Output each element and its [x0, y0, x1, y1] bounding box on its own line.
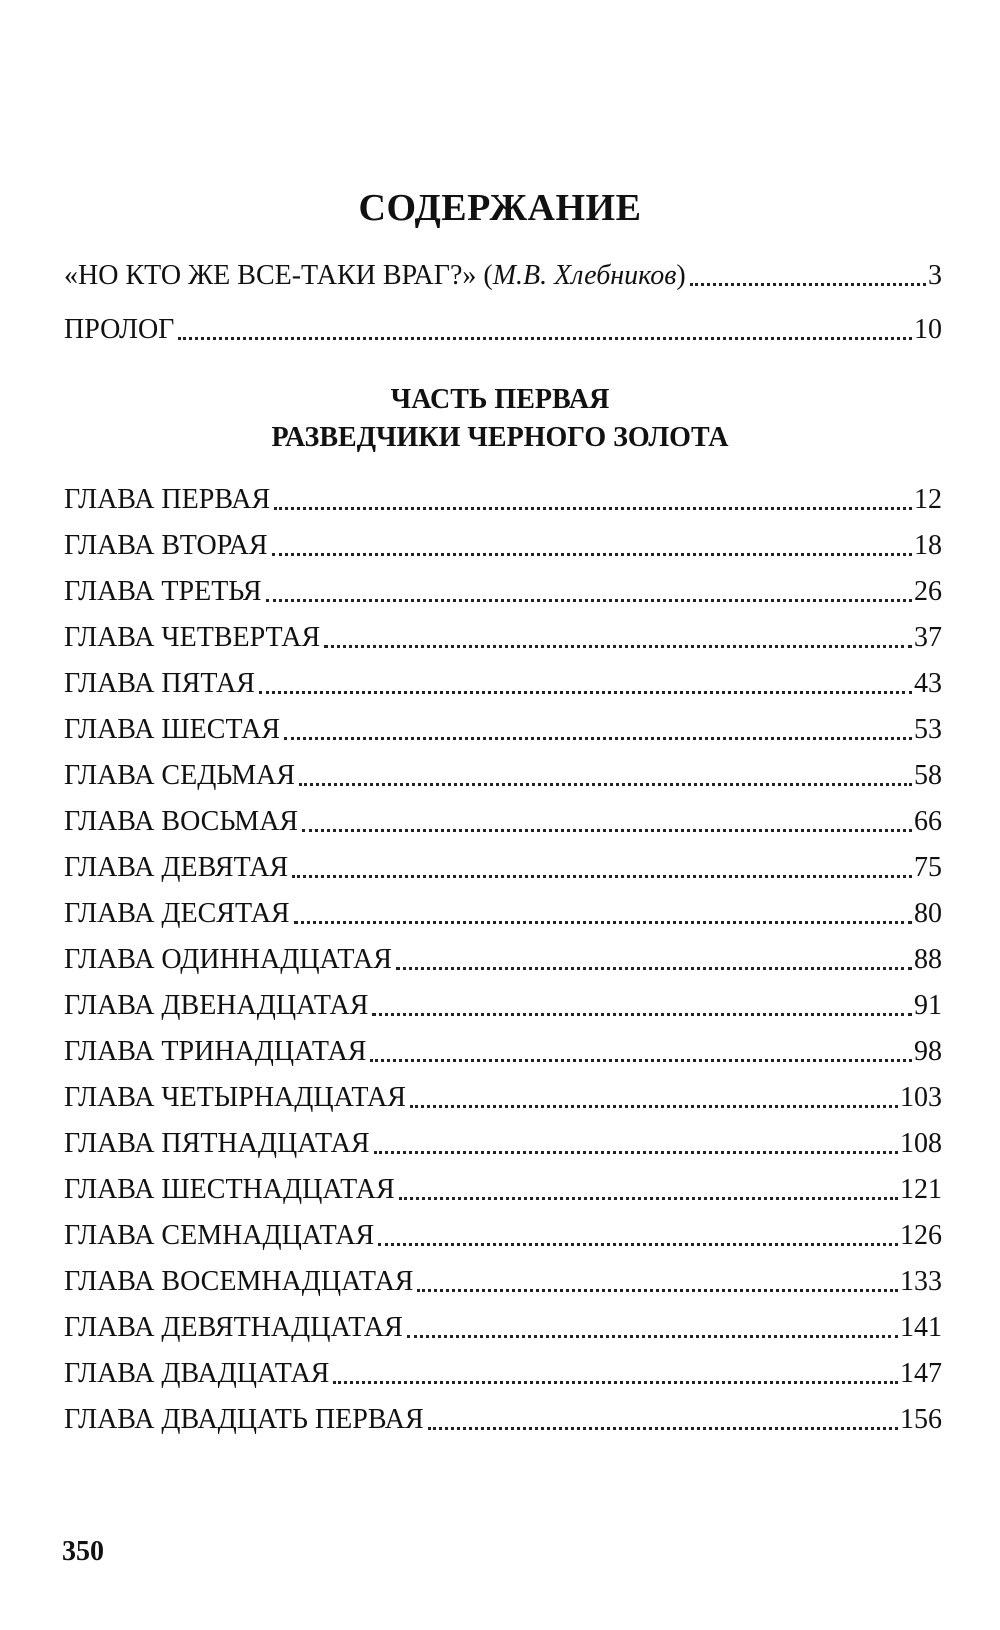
- dot-leader: [407, 1335, 898, 1338]
- toc-entry-page: 75: [914, 852, 942, 883]
- dot-leader: [302, 829, 912, 832]
- toc-entry-chapter[interactable]: [64, 1262, 942, 1302]
- toc-entry-page: 10: [914, 314, 942, 345]
- toc-entry-label: ГЛАВА ВОСЬМАЯ: [64, 806, 299, 837]
- dot-leader: [284, 737, 912, 740]
- toc-entry-label: ГЛАВА СЕМНАДЦАТАЯ: [64, 1220, 375, 1251]
- page-title: СОДЕРЖАНИЕ: [358, 187, 642, 229]
- toc-entry-chapter[interactable]: [64, 1216, 942, 1256]
- toc-entry-chapter[interactable]: [64, 664, 942, 704]
- toc-entry-page: 58: [914, 760, 942, 791]
- toc-entry-page: 141: [900, 1312, 942, 1343]
- dot-leader: [399, 1197, 898, 1200]
- toc-entry-foreword[interactable]: [64, 256, 942, 296]
- dot-leader: [274, 507, 912, 510]
- dot-leader: [294, 921, 912, 924]
- toc-entry-label: «НО КТО ЖЕ ВСЕ-ТАКИ ВРАГ?» (М.В. Хлебников): [64, 260, 686, 291]
- toc-entry-label: ГЛАВА ЧЕТВЕРТАЯ: [64, 622, 321, 653]
- toc-entry-page: 12: [914, 484, 942, 515]
- toc-entry-page: 103: [900, 1082, 942, 1113]
- toc-entry-chapter[interactable]: [64, 710, 942, 750]
- dot-leader: [372, 1013, 912, 1016]
- dot-leader: [178, 337, 912, 340]
- toc-entry-label: ГЛАВА ДЕВЯТАЯ: [64, 852, 289, 883]
- dot-leader: [266, 599, 912, 602]
- toc-entry-page: 156: [900, 1404, 942, 1435]
- toc-entry-label: ГЛАВА ДВАДЦАТЬ ПЕРВАЯ: [64, 1404, 424, 1435]
- toc-entry-page: 108: [900, 1128, 942, 1159]
- toc-entry-chapter[interactable]: [64, 1400, 942, 1440]
- toc-entry-chapter[interactable]: [64, 1124, 942, 1164]
- dot-leader: [690, 283, 926, 286]
- dot-leader: [333, 1381, 898, 1384]
- dot-leader: [370, 1059, 912, 1062]
- toc-entry-chapter[interactable]: [64, 894, 942, 934]
- toc-entry-label: ГЛАВА СЕДЬМАЯ: [64, 760, 296, 791]
- toc-entry-chapter[interactable]: [64, 526, 942, 566]
- toc-entry-label: ГЛАВА ОДИННАДЦАТАЯ: [64, 944, 392, 975]
- toc-entry-chapter[interactable]: [64, 802, 942, 842]
- toc-entry-chapter[interactable]: [64, 618, 942, 658]
- toc-entry-author: М.В. Хлебников: [492, 260, 677, 291]
- dot-leader: [410, 1105, 898, 1108]
- part-heading-title: РАЗВЕДЧИКИ ЧЕРНОГО ЗОЛОТА: [271, 422, 729, 453]
- toc-entry-chapter[interactable]: [64, 1078, 942, 1118]
- toc-entry-page: 43: [914, 668, 942, 699]
- toc-entry-label: ГЛАВА ТРИНАДЦАТАЯ: [64, 1036, 367, 1067]
- dot-leader: [259, 691, 912, 694]
- toc-entry-chapter[interactable]: [64, 572, 942, 612]
- toc-entry-chapter[interactable]: [64, 1170, 942, 1210]
- toc-entry-label: ПРОЛОГ: [64, 314, 175, 345]
- toc-entry-chapter[interactable]: [64, 1308, 942, 1348]
- toc-entry-label: ГЛАВА ЧЕТЫРНАДЦАТАЯ: [64, 1082, 406, 1113]
- toc-entry-label: ГЛАВА ТРЕТЬЯ: [64, 576, 262, 607]
- toc-entry-label: ГЛАВА ПЕРВАЯ: [64, 484, 271, 515]
- toc-entry-label: ГЛАВА ДВЕНАДЦАТАЯ: [64, 990, 369, 1021]
- toc-entry-page: 18: [914, 530, 942, 561]
- toc-entry-page: 147: [900, 1358, 942, 1389]
- toc-entry-chapter[interactable]: [64, 848, 942, 888]
- toc-entry-label: ГЛАВА ПЯТАЯ: [64, 668, 255, 699]
- toc-entry-page: 66: [914, 806, 942, 837]
- toc-entry-page: 80: [914, 898, 942, 929]
- toc-entry-label: ГЛАВА ВТОРАЯ: [64, 530, 268, 561]
- toc-entry-page: 121: [900, 1174, 942, 1205]
- toc-entry-chapter[interactable]: [64, 986, 942, 1026]
- toc-entry-prologue[interactable]: [64, 310, 942, 350]
- toc-entry-chapter[interactable]: [64, 1354, 942, 1394]
- dot-leader: [324, 645, 912, 648]
- dot-leader: [417, 1289, 898, 1292]
- toc-entry-page: 91: [914, 990, 942, 1021]
- dot-leader: [292, 875, 912, 878]
- dot-leader: [378, 1243, 898, 1246]
- toc-entry-label: ГЛАВА ПЯТНАДЦАТАЯ: [64, 1128, 370, 1159]
- toc-entry-chapter[interactable]: [64, 756, 942, 796]
- toc-entry-chapter[interactable]: [64, 1032, 942, 1072]
- toc-entry-page: 98: [914, 1036, 942, 1067]
- dot-leader: [272, 553, 912, 556]
- toc-entry-page: 37: [914, 622, 942, 653]
- toc-entry-chapter[interactable]: [64, 480, 942, 520]
- toc-entry-page: 26: [914, 576, 942, 607]
- toc-entry-label: ГЛАВА ДЕВЯТНАДЦАТАЯ: [64, 1312, 403, 1343]
- toc-entry-label: ГЛАВА ДВАДЦАТАЯ: [64, 1358, 330, 1389]
- toc-entry-chapter[interactable]: [64, 940, 942, 980]
- dot-leader: [374, 1151, 898, 1154]
- toc-entry-label: ГЛАВА ВОСЕМНАДЦАТАЯ: [64, 1266, 414, 1297]
- toc-entry-page: 133: [900, 1266, 942, 1297]
- dot-leader: [396, 967, 912, 970]
- part-heading-number: ЧАСТЬ ПЕРВАЯ: [390, 384, 610, 415]
- toc-entry-page: 126: [900, 1220, 942, 1251]
- page-number: 350: [62, 1536, 104, 1567]
- toc-entry-label: ГЛАВА ШЕСТАЯ: [64, 714, 281, 745]
- toc-entry-label: ГЛАВА ШЕСТНАДЦАТАЯ: [64, 1174, 395, 1205]
- toc-entry-label: ГЛАВА ДЕСЯТАЯ: [64, 898, 290, 929]
- toc-entry-page: 88: [914, 944, 942, 975]
- dot-leader: [299, 783, 912, 786]
- dot-leader: [428, 1427, 898, 1430]
- toc-entry-page: 53: [914, 714, 942, 745]
- toc-entry-page: 3: [928, 260, 942, 291]
